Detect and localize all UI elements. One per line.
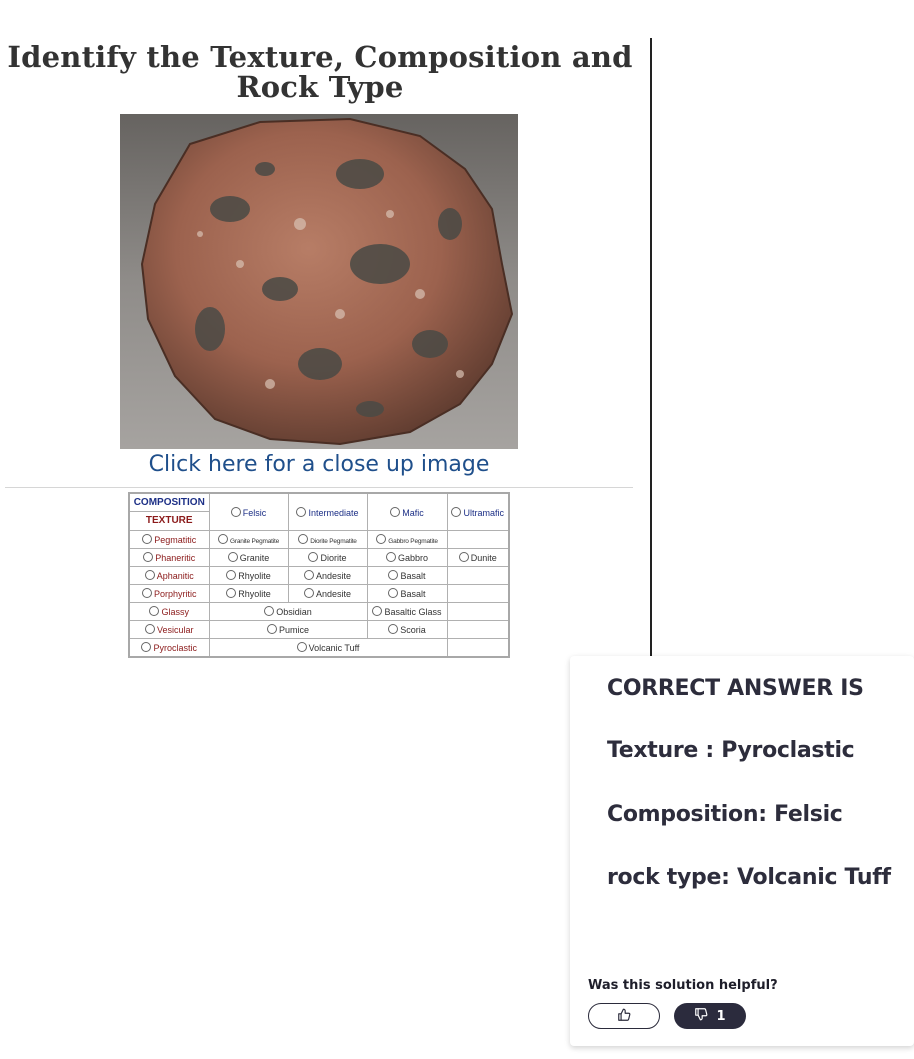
option-dunite[interactable] (447, 549, 509, 567)
option-basalt-porphyritic[interactable] (367, 585, 447, 603)
radio-icon[interactable] (142, 588, 152, 598)
radio-icon[interactable] (296, 507, 306, 517)
rock-illustration (120, 114, 518, 449)
option-vesicular[interactable] (129, 621, 209, 639)
option-granite[interactable] (209, 549, 288, 567)
empty-cell (447, 639, 509, 658)
option-basaltic-glass[interactable] (367, 603, 447, 621)
texture-label: Vesicular (156, 625, 194, 635)
table-row-pegmatitic (129, 531, 509, 549)
empty-cell (447, 567, 509, 585)
option-mafic[interactable] (367, 493, 447, 531)
option-andesite-porphyritic[interactable] (288, 585, 367, 603)
rock-label: Obsidian (276, 607, 312, 617)
radio-icon[interactable] (264, 606, 274, 616)
option-pumice[interactable] (209, 621, 367, 639)
rock-label: Diorite Pegmatite (310, 538, 357, 545)
table-corner-cell (129, 493, 209, 531)
rock-label: Granite Pegmatite (230, 538, 279, 545)
option-rhyolite[interactable] (209, 567, 288, 585)
radio-icon[interactable] (142, 534, 152, 544)
radio-icon[interactable] (388, 588, 398, 598)
page-title-line2: Rock Type (236, 70, 404, 104)
option-granite-pegmatite[interactable] (209, 531, 288, 549)
rock-label: Andesite (315, 571, 352, 581)
option-andesite[interactable] (288, 567, 367, 585)
rock-label: Volcanic Tuff (308, 643, 360, 653)
option-rhyolite-porphyritic[interactable] (209, 585, 288, 603)
page-title-line1: Identify the Texture, Composition and (7, 40, 633, 74)
radio-icon[interactable] (451, 507, 461, 517)
horizontal-divider (5, 487, 633, 488)
table-row-pyroclastic (129, 639, 509, 658)
radio-icon[interactable] (298, 534, 308, 544)
table-row-glassy (129, 603, 509, 621)
table-row-porphyritic (129, 585, 509, 603)
empty-cell (447, 621, 509, 639)
composition-label: Intermediate (308, 507, 359, 518)
radio-icon[interactable] (390, 507, 400, 517)
radio-icon[interactable] (386, 552, 396, 562)
radio-icon[interactable] (226, 588, 236, 598)
answer-card (570, 656, 914, 1046)
option-pegmatitic[interactable] (129, 531, 209, 549)
rock-label: Granite (239, 553, 270, 563)
rock-label: Gabbro Pegmatite (388, 538, 438, 545)
answer-rock-type: rock type: Volcanic Tuff (607, 865, 891, 890)
texture-label: Pyroclastic (153, 643, 197, 653)
rock-label: Basalt (400, 571, 426, 581)
option-glassy[interactable] (129, 603, 209, 621)
option-pyroclastic[interactable] (129, 639, 209, 658)
rock-label: Basalt (400, 589, 426, 599)
radio-icon[interactable] (304, 570, 314, 580)
radio-icon[interactable] (267, 624, 277, 634)
option-gabbro[interactable] (367, 549, 447, 567)
rock-classification-table (128, 492, 510, 658)
rock-label: Gabbro (397, 553, 429, 563)
texture-label: Aphanitic (156, 571, 194, 581)
radio-icon[interactable] (218, 534, 228, 544)
option-phaneritic[interactable] (129, 549, 209, 567)
option-diorite-pegmatite[interactable] (288, 531, 367, 549)
radio-icon[interactable] (231, 507, 241, 517)
option-felsic[interactable] (209, 493, 288, 531)
vertical-divider (650, 38, 652, 656)
radio-icon[interactable] (388, 624, 398, 634)
texture-label: Pegmatitic (154, 535, 197, 545)
option-intermediate[interactable] (288, 493, 367, 531)
radio-icon[interactable] (145, 570, 155, 580)
texture-label: Phaneritic (155, 553, 196, 563)
composition-header: COMPOSITION (130, 494, 209, 512)
radio-icon[interactable] (228, 552, 238, 562)
thumbs-down-icon (694, 1007, 708, 1025)
empty-cell (447, 603, 509, 621)
composition-label: Felsic (242, 507, 267, 518)
composition-label: Mafic (402, 507, 424, 518)
answer-heading: CORRECT ANSWER IS (607, 676, 864, 701)
dislike-count: 1 (716, 1008, 726, 1024)
radio-icon[interactable] (308, 552, 318, 562)
table-header-row (129, 493, 509, 531)
radio-icon[interactable] (304, 588, 314, 598)
thumbs-up-icon (617, 1007, 631, 1026)
radio-icon[interactable] (145, 624, 155, 634)
rock-label: Scoria (400, 625, 426, 635)
table-row-vesicular (129, 621, 509, 639)
radio-icon[interactable] (149, 606, 159, 616)
radio-icon[interactable] (143, 552, 153, 562)
option-scoria[interactable] (367, 621, 447, 639)
empty-cell (447, 585, 509, 603)
option-diorite[interactable] (288, 549, 367, 567)
rock-label: Pumice (278, 625, 309, 635)
option-gabbro-pegmatite[interactable] (367, 531, 447, 549)
texture-label: Porphyritic (153, 589, 197, 599)
table-row-phaneritic (129, 549, 509, 567)
table-row-aphanitic (129, 567, 509, 585)
option-volcanic-tuff[interactable] (209, 639, 447, 658)
option-basalt[interactable] (367, 567, 447, 585)
empty-cell (447, 531, 509, 549)
option-ultramafic[interactable] (447, 493, 509, 531)
radio-icon[interactable] (372, 606, 382, 616)
radio-icon[interactable] (141, 642, 151, 652)
radio-icon[interactable] (297, 642, 307, 652)
option-aphanitic[interactable] (129, 567, 209, 585)
radio-icon[interactable] (459, 552, 469, 562)
option-obsidian[interactable] (209, 603, 367, 621)
rock-label: Andesite (315, 589, 352, 599)
texture-label: Glassy (161, 607, 189, 617)
answer-composition: Composition: Felsic (607, 802, 843, 827)
texture-header: TEXTURE (145, 515, 193, 526)
rock-label: Dunite (470, 553, 497, 563)
rock-label: Rhyolite (238, 589, 271, 599)
composition-label: Ultramafic (463, 507, 504, 518)
rock-label: Rhyolite (238, 571, 271, 581)
thumbs-up-button[interactable] (588, 1003, 660, 1029)
radio-icon[interactable] (226, 570, 236, 580)
option-porphyritic[interactable] (129, 585, 209, 603)
rock-label: Basaltic Glass (384, 607, 442, 617)
rock-label: Diorite (320, 553, 347, 563)
radio-icon[interactable] (388, 570, 398, 580)
radio-icon[interactable] (376, 534, 386, 544)
page-title (0, 42, 640, 102)
thumbs-down-button[interactable] (674, 1003, 746, 1029)
closeup-image-link[interactable]: Click here for a close up image (148, 452, 490, 477)
answer-texture: Texture : Pyroclastic (607, 738, 855, 763)
helpful-question: Was this solution helpful? (588, 978, 778, 993)
rock-photo (120, 114, 518, 449)
